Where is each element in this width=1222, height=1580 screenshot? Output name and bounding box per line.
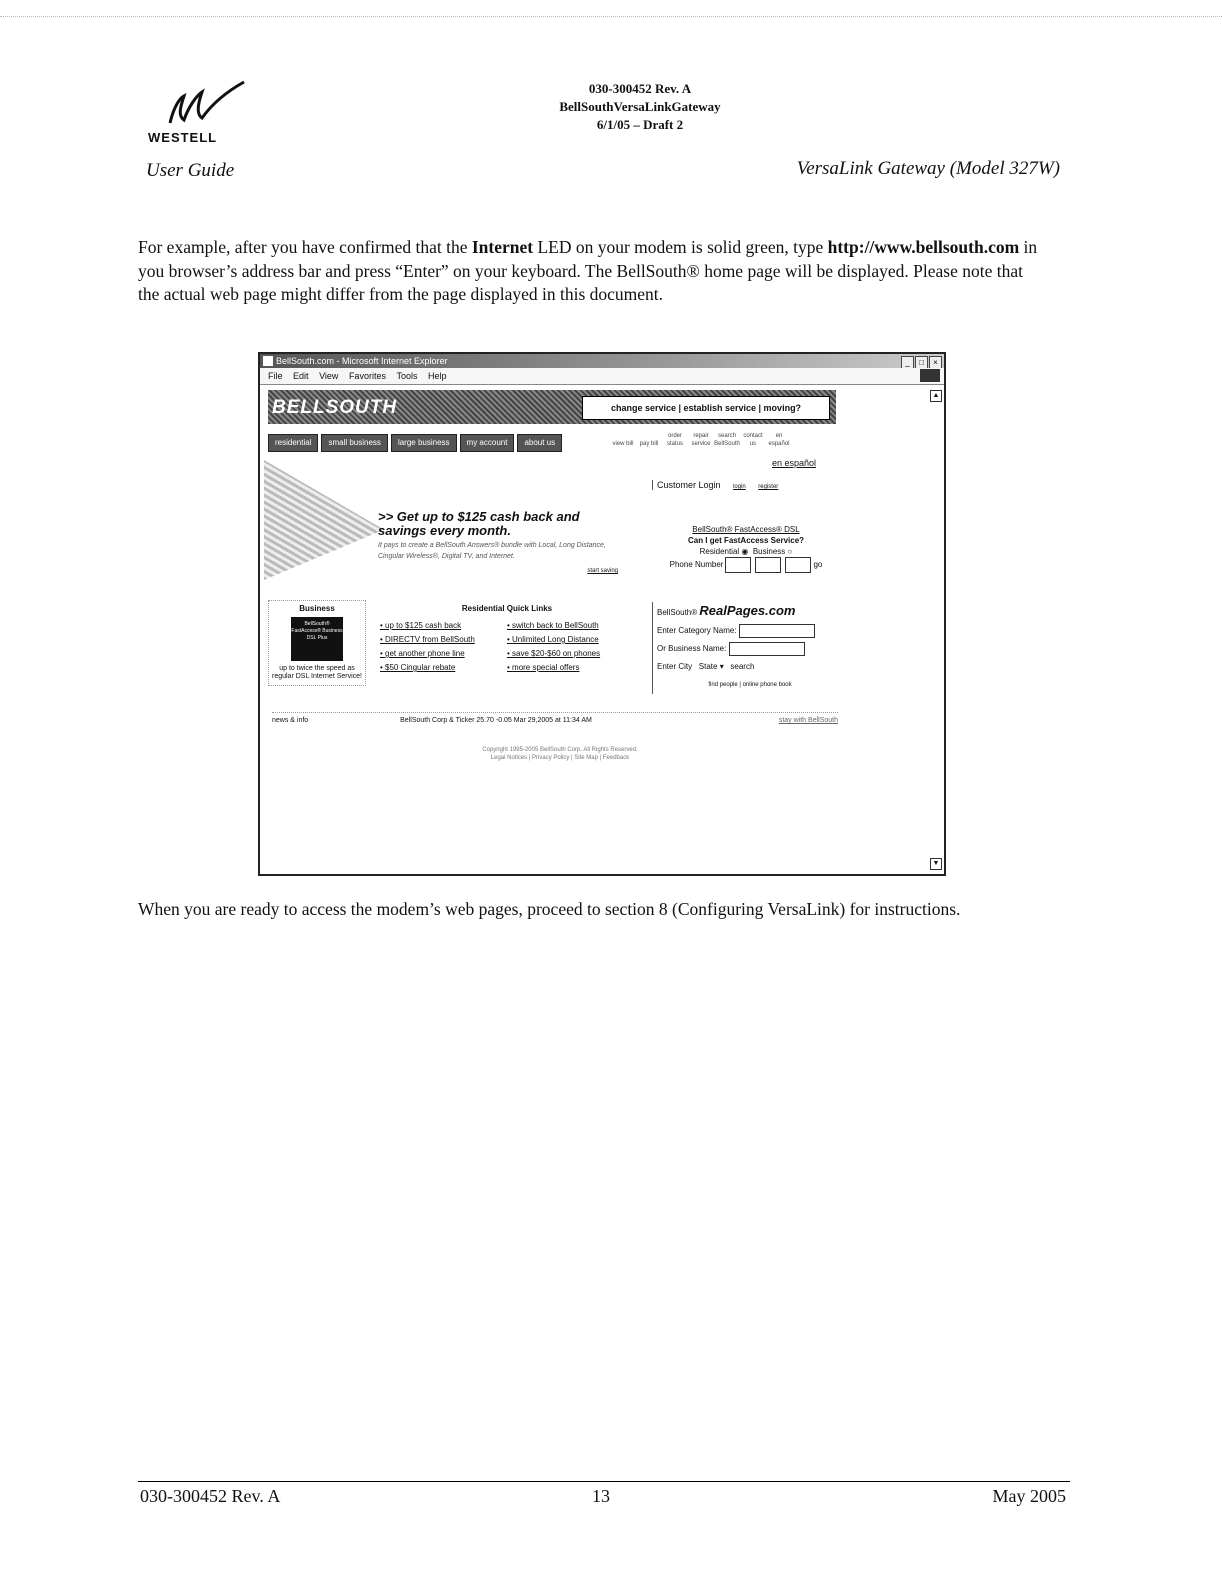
link-repair: repair service <box>691 433 711 447</box>
quick-row <box>380 621 634 630</box>
site-copyright <box>410 746 710 762</box>
phone-field-1 <box>725 557 751 573</box>
category-input <box>739 624 815 638</box>
quick-link: • DIRECTV from BellSouth <box>380 635 507 644</box>
category-row <box>657 622 843 640</box>
doc-draft: 6/1/05 – Draft 2 <box>596 117 684 132</box>
intro-text-2: LED on your modem is solid green, type <box>533 237 828 257</box>
phone-number-label: Phone Number <box>669 560 724 570</box>
intro-text-1: For example, after you have confirmed that the <box>138 237 472 257</box>
ie-icon <box>263 356 273 366</box>
state-select: State <box>698 662 718 671</box>
menu-favorites: Favorites <box>348 371 386 381</box>
start-saving-link: start saving <box>587 568 618 574</box>
header-left-title: User Guide <box>146 160 235 181</box>
link-order-status: order status <box>666 433 683 447</box>
bellsouth-logo: BELLSOUTH <box>272 397 398 418</box>
city-field: Enter City <box>657 662 693 671</box>
scan-artifact-line <box>0 16 1222 17</box>
footer-doc-number: 030-300452 Rev. A <box>140 1486 281 1506</box>
register-link: register <box>758 484 779 490</box>
phone-field-3 <box>785 557 811 573</box>
business-label: Business <box>752 547 786 556</box>
doc-product: BellSouthVersaLinkGateway <box>559 99 721 114</box>
menu-tools: Tools <box>396 371 418 381</box>
business-promo <box>268 600 366 686</box>
header-right-title: VersaLink Gateway (Model 327W) <box>796 158 1060 179</box>
browser-titlebar <box>260 354 944 368</box>
intro-text-3: in you browser’s address bar and press “Enter” on your keyboard. The BellSouth® home page will be displayed. Please note that the actual web page might differ from the page displayed in this document. <box>138 237 1038 304</box>
tab-about-us: about us <box>517 434 562 452</box>
promo-heading: >> Get up to $125 cash back and savings every month. <box>378 509 580 538</box>
scroll-up-icon: ▲ <box>930 390 942 402</box>
minimize-icon: _ <box>901 356 914 369</box>
quick-link: • get another phone line <box>380 649 507 658</box>
menu-view: View <box>319 371 339 381</box>
footer-rule <box>138 1481 1070 1482</box>
fastaccess-box <box>654 524 838 573</box>
customer-login-label: Customer Login <box>657 480 721 490</box>
bizname-input <box>729 642 805 656</box>
copyright-line: Copyright 1995-2005 BellSouth Corp. All Rights Reserved. <box>482 747 638 753</box>
customer-login <box>652 480 843 490</box>
menu-help: Help <box>428 371 447 381</box>
residential-label: Residential <box>699 547 740 556</box>
link-espanol-small: en español <box>768 433 790 447</box>
doc-header <box>440 80 840 134</box>
fastaccess-title: BellSouth® FastAccess® DSL <box>692 525 800 534</box>
link-contact: contact us <box>743 433 763 447</box>
phone-row <box>654 557 838 573</box>
dsl-plus-badge: BellSouth® FastAccess® Business DSL Plus <box>291 617 343 661</box>
business-heading: Business <box>299 604 335 613</box>
browser-menubar <box>260 368 944 385</box>
intro-url: http://www.bellsouth.com <box>827 237 1020 257</box>
hero-money-image <box>264 460 384 580</box>
logo-text: WESTELL <box>148 130 218 145</box>
phone-field-2 <box>755 557 781 573</box>
intro-bold-internet: Internet <box>471 237 534 257</box>
category-label: Enter Category Name: <box>657 626 737 635</box>
realpages-logo-row <box>657 602 843 622</box>
link-view-bill: view bill <box>612 441 634 447</box>
login-link: login <box>733 484 746 490</box>
westell-logo <box>140 78 250 148</box>
quick-link: • more special offers <box>507 663 634 672</box>
tab-small-business: small business <box>321 434 387 452</box>
tab-my-account: my account <box>460 434 515 452</box>
windows-logo-icon <box>920 369 940 382</box>
intro-paragraph <box>138 236 1038 307</box>
quick-link: • $50 Cingular rebate <box>380 663 507 672</box>
service-links: change service | establish service | moving? <box>582 396 830 420</box>
news-info-link: news & info <box>272 717 309 724</box>
fastaccess-question: Can I get FastAccess Service? <box>687 536 805 545</box>
window-buttons <box>900 355 942 369</box>
quick-links-heading: Residential Quick Links <box>461 604 553 613</box>
scroll-down-icon: ▼ <box>930 858 942 870</box>
maximize-icon: □ <box>915 356 928 369</box>
closing-paragraph: When you are ready to access the modem’s web pages, proceed to section 8 (Configuring VersaLink) for instructions. <box>138 899 961 919</box>
realpages-logo: RealPages.com <box>699 603 796 618</box>
quick-link: • Unlimited Long Distance <box>507 635 634 644</box>
tab-residential: residential <box>268 434 318 452</box>
menu-file: File <box>268 371 283 381</box>
browser-screenshot <box>258 352 946 876</box>
espanol-link: en español <box>772 458 817 468</box>
bizname-label: Or Business Name: <box>657 644 727 653</box>
utility-links <box>610 432 838 448</box>
doc-number: 030-300452 Rev. A <box>588 81 692 96</box>
site-nav-tabs <box>268 432 565 452</box>
link-search: search BellSouth <box>714 433 740 447</box>
stock-quote: BellSouth Corp & Ticker 25.70 -0.05 Mar 29,2005 at 11:34 AM <box>400 717 592 724</box>
quick-row <box>380 635 634 644</box>
legal-links: Legal Notices | Privacy Policy | Site Map | Feedback <box>490 755 630 761</box>
close-icon: × <box>929 356 942 369</box>
browser-title: BellSouth.com - Microsoft Internet Explorer <box>276 356 448 366</box>
fastaccess-type: Residential ◉ Business ○ <box>699 547 793 556</box>
quick-links <box>380 600 634 677</box>
city-row: Enter City State ▾ search <box>657 662 755 671</box>
news-ticker <box>272 712 838 724</box>
stay-link: stay with BellSouth <box>778 717 838 724</box>
menu-edit: Edit <box>293 371 309 381</box>
realpages-search <box>652 602 843 694</box>
westell-logo-mark <box>140 78 250 130</box>
link-pay-bill: pay bill <box>639 441 659 447</box>
quick-link: • save $20-$60 on phones <box>507 649 634 658</box>
go-link: go <box>813 560 823 570</box>
bellsouth-banner <box>268 390 836 424</box>
bizname-row <box>657 640 843 658</box>
quick-row <box>380 649 634 658</box>
tab-large-business: large business <box>391 434 457 452</box>
business-text: up to twice the speed as regular DSL Internet Service! <box>271 665 362 680</box>
quick-row <box>380 663 634 672</box>
realpages-brand: BellSouth® <box>657 608 698 617</box>
promo-block <box>378 509 628 574</box>
realpages-small-links: find people | online phone book <box>708 682 792 688</box>
search-link: search <box>730 662 755 671</box>
page-number: 13 <box>592 1486 610 1506</box>
quick-link: • switch back to BellSouth <box>507 621 634 630</box>
promo-text: It pays to create a BellSouth Answers® bundle with Local, Long Distance, Cingular Wireless®, Digital TV, and Internet. <box>378 542 606 560</box>
quick-link: • up to $125 cash back <box>380 621 507 630</box>
footer-date: May 2005 <box>992 1486 1066 1506</box>
